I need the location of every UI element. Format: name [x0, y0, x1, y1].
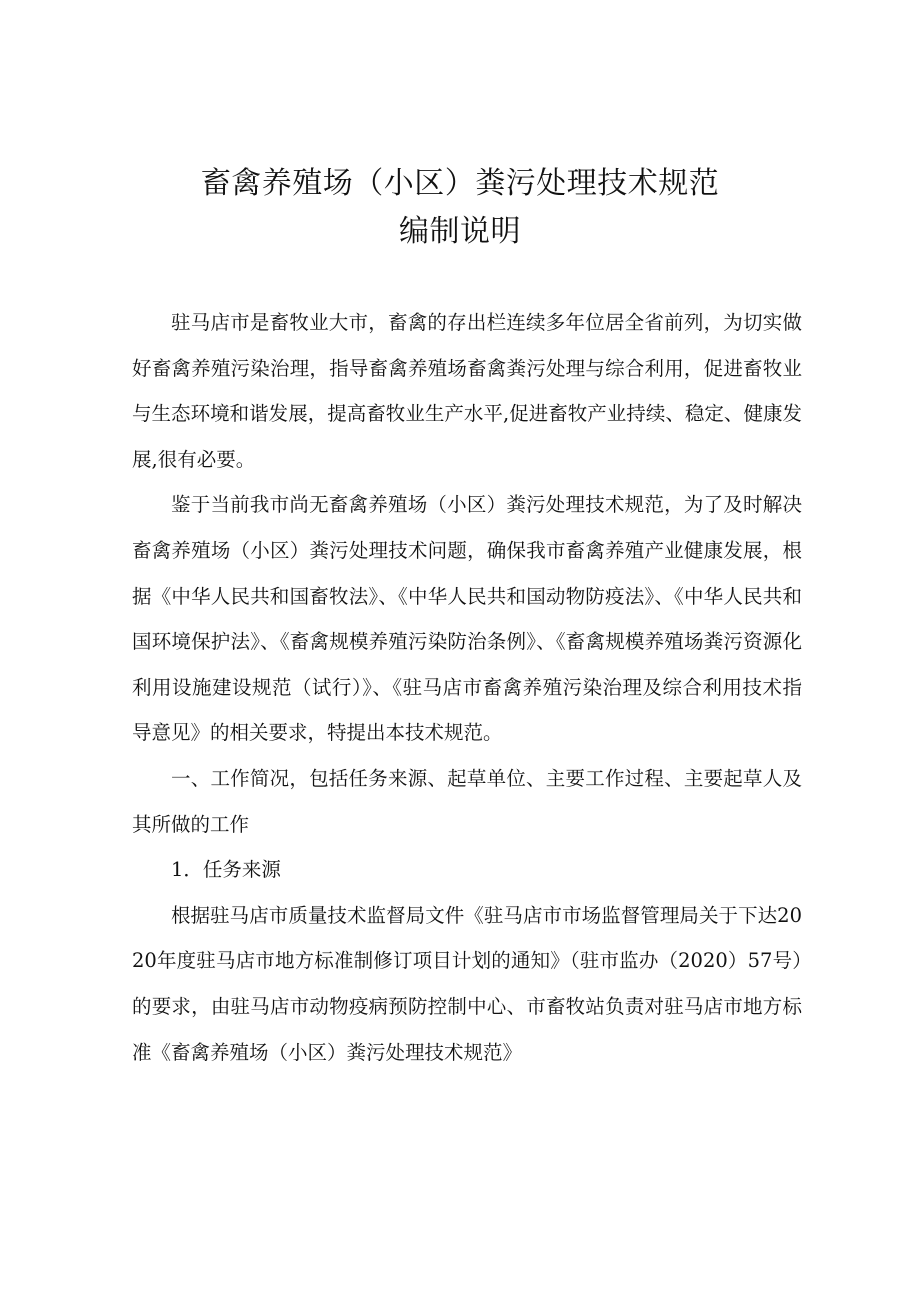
title-line-sub: 编制说明 — [399, 214, 521, 249]
section-heading-work-overview: 一、工作简况，包括任务来源、起草单位、主要工作过程、主要起草人及其所做的工作 — [132, 766, 802, 836]
title-line-main: 畜禽养殖场（小区）粪污处理技术规范 — [200, 166, 720, 201]
document-title — [0, 160, 920, 256]
subsection-heading-task-source: 1．任务来源 — [171, 858, 281, 882]
paragraph-task-source: 根据驻马店市质量技术监督局文件《驻马店市市场监督管理局关于下达2020年度驻马店市地方标准制修订项目计划的通知》（驻市监办（2020）57号）的要求，由驻马店市动物疫病预防控制中心、市畜牧站负责对驻马店市地方标准《畜禽养殖场（小区）粪污处理技术规范》 — [132, 903, 802, 1064]
document-body — [132, 300, 802, 1075]
paragraph-basis: 鉴于当前我市尚无畜禽养殖场（小区）粪污处理技术规范，为了及时解决畜禽养殖场（小区）粪污处理技术问题，确保我市畜禽养殖产业健康发展，根据《中华人民共和国畜牧法》、《中华人民共和国动物防疫法》、《中华人民共和国环境保护法》、《畜禽规模养殖污染防治条例》、《畜禽规模养殖场粪污资源化利用设施建设规范（试行）》、《驻马店市畜禽养殖污染治理及综合利用技术指导意见》的相关要求，特提出本技术规范。 — [132, 493, 802, 745]
paragraph-background: 驻马店市是畜牧业大市，畜禽的存出栏连续多年位居全省前列，为切实做好畜禽养殖污染治理，指导畜禽养殖场畜禽粪污处理与综合利用，促进畜牧业与生态环境和谐发展，提高畜牧业生产水平,促进畜牧产业持续、稳定、健康发展,很有必要。 — [132, 311, 802, 471]
